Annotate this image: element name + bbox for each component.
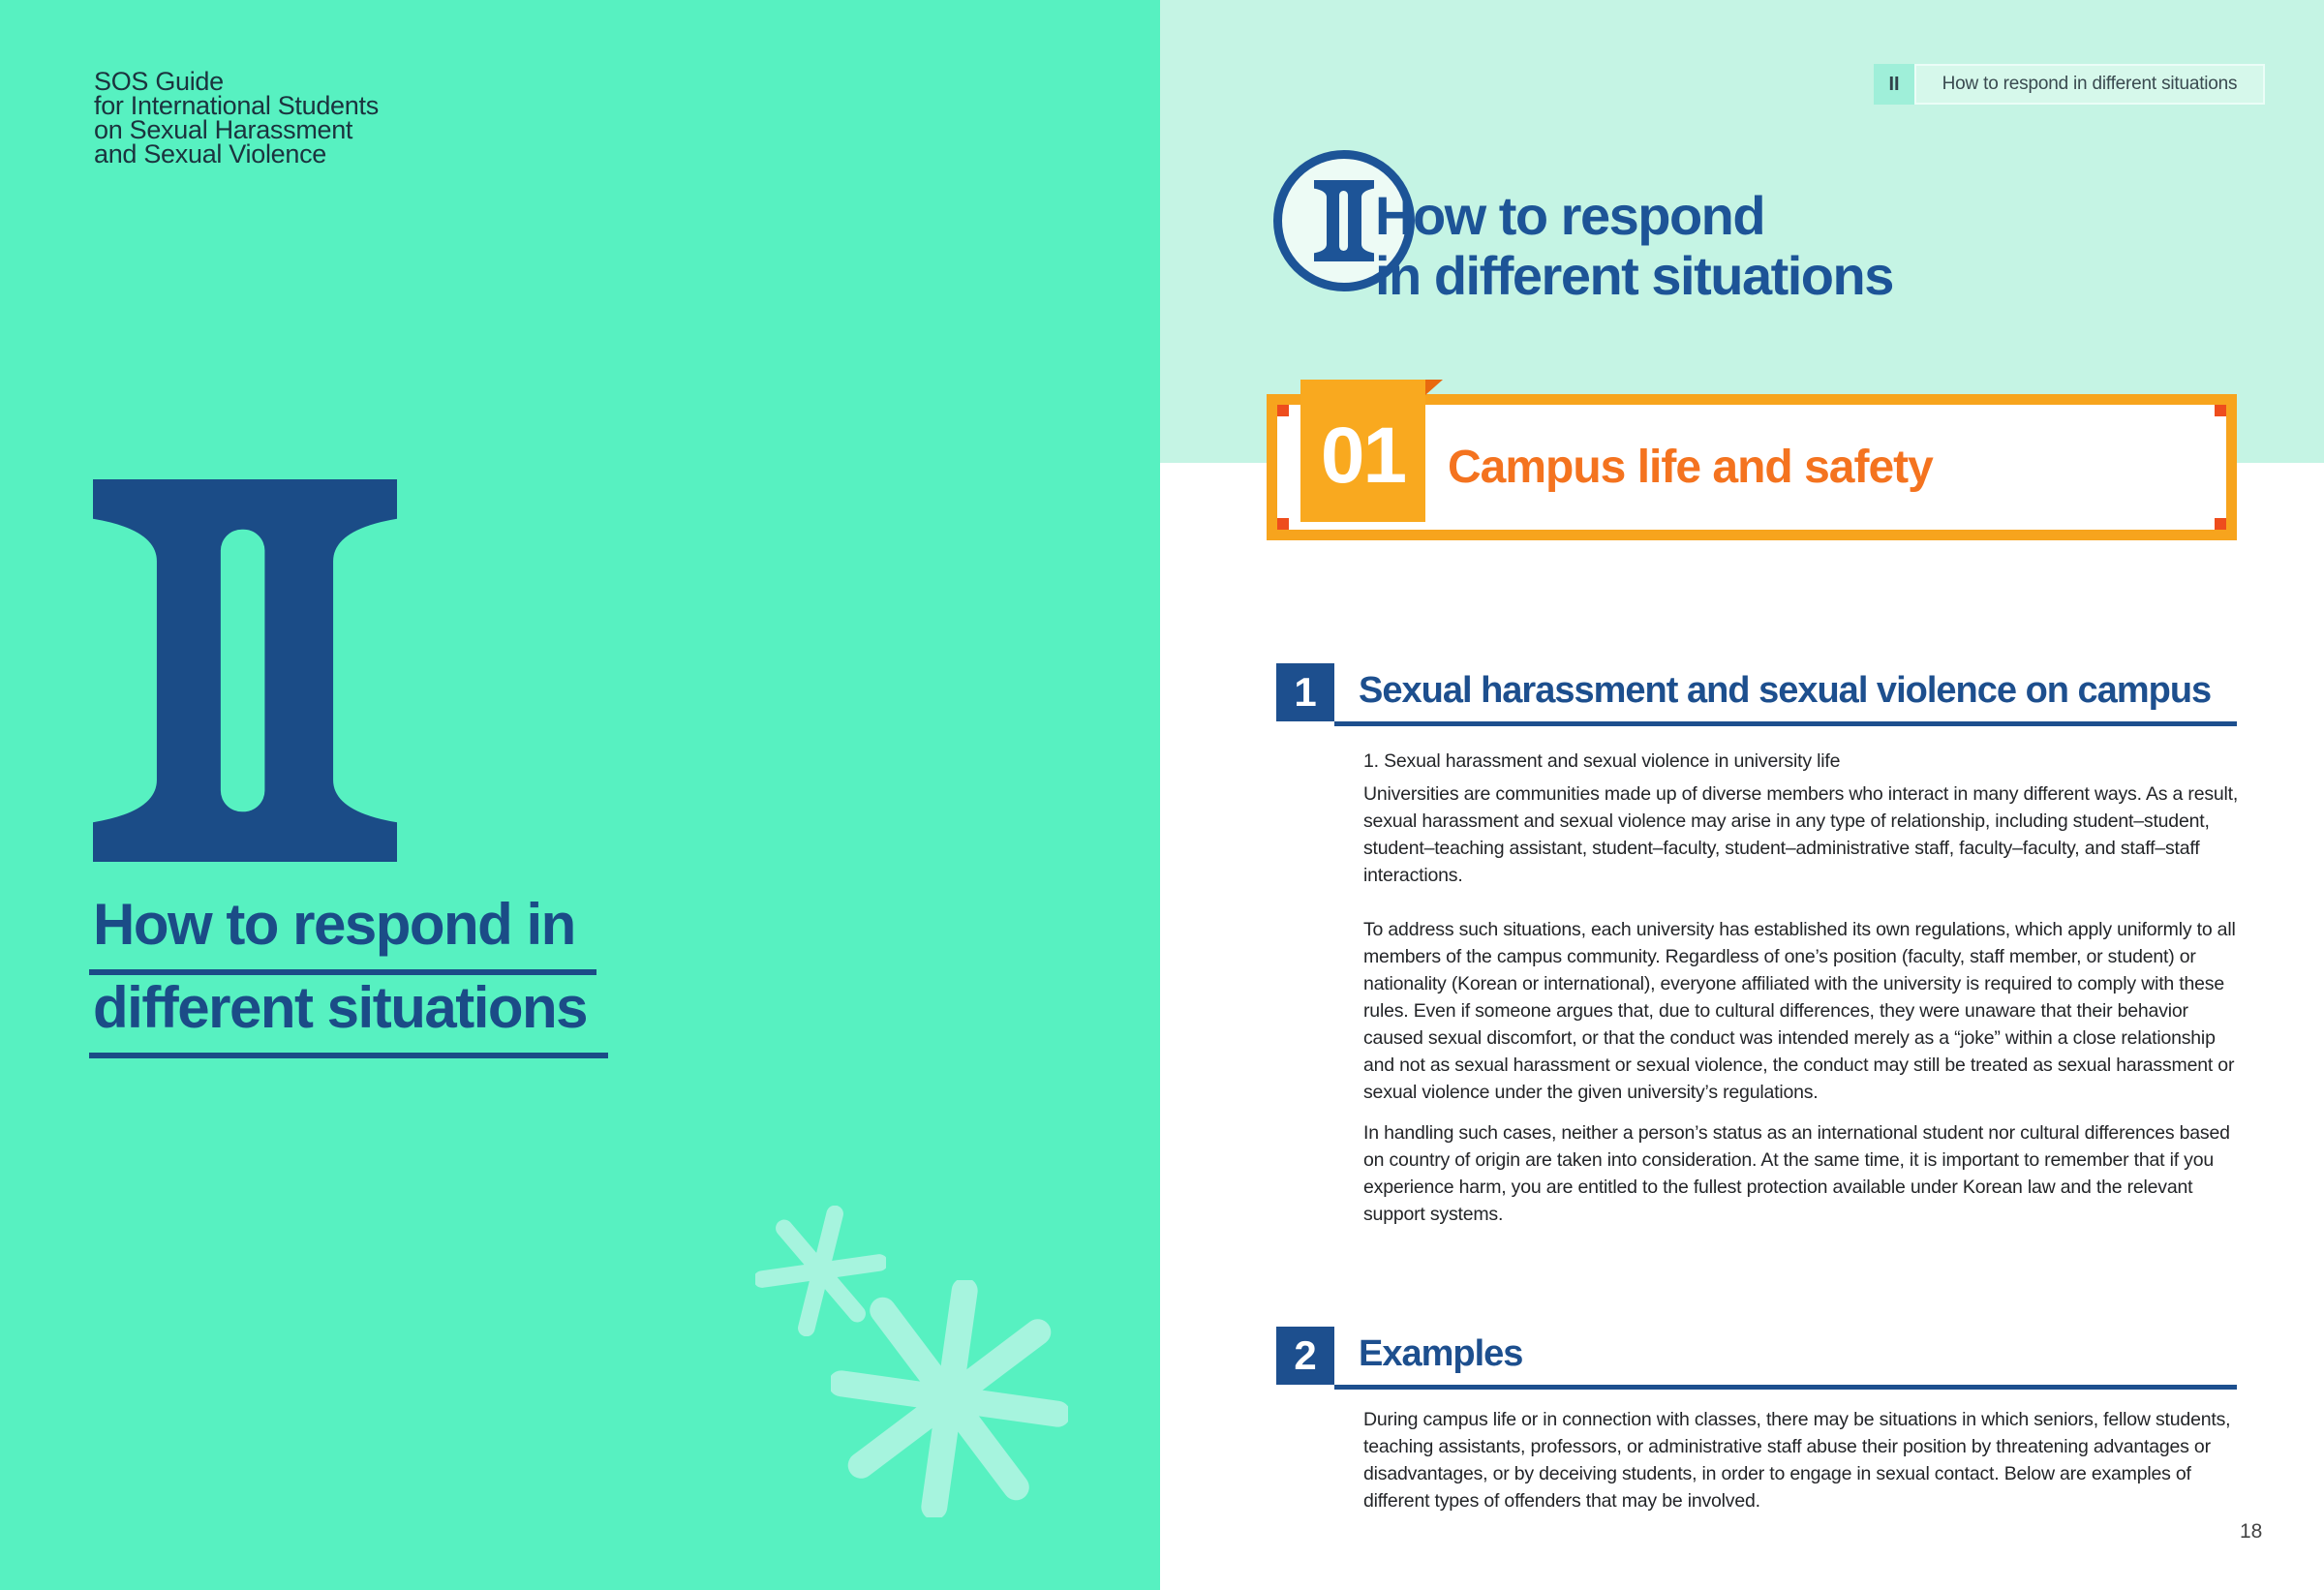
left-chapter-heading-line1: How to respond in bbox=[89, 891, 596, 975]
paragraph: In handling such cases, neither a person’s status as an international student nor cultural differences based on country of origin are taken into consideration. At the same time, it is important to remember that if you experience harm, you are entitled to the fullest protection available under Korean law and the relevant support systems. bbox=[1363, 1122, 2230, 1225]
guide-title-line: on Sexual Harassment bbox=[94, 115, 353, 144]
corner-mark-icon bbox=[1277, 518, 1289, 530]
section-number: 2 bbox=[1294, 1332, 1317, 1378]
guide-title-line: for International Students bbox=[94, 91, 379, 120]
section-rule bbox=[1334, 721, 2237, 726]
section-heading: Sexual harassment and sexual violence on campus bbox=[1359, 670, 2212, 711]
left-chapter-heading-line2: different situations bbox=[89, 974, 608, 1058]
paragraph: Universities are communities made up of diverse members who interact in many different ways. As a result, sexual harassment and sexual violence may arise in any type of relationship, including student–student, student–teaching assistant, student–faculty, student–administrative staff, faculty–faculty, and staff–staff interactions. bbox=[1363, 783, 2239, 886]
left-page bbox=[0, 0, 1160, 1590]
asterisk-large-icon bbox=[831, 1280, 1068, 1517]
corner-mark-icon bbox=[1277, 405, 1289, 416]
banner-title: Campus life and safety bbox=[1448, 442, 1933, 493]
section-number-badge bbox=[1276, 663, 1334, 721]
section-rule bbox=[1334, 1385, 2237, 1390]
chapter-title bbox=[1375, 186, 1893, 306]
section-subheading: 1. Sexual harassment and sexual violence in university life bbox=[1363, 750, 1841, 772]
guide-title bbox=[94, 67, 379, 168]
right-page bbox=[1160, 0, 2324, 1590]
roman-numeral-ii-icon bbox=[1314, 180, 1374, 261]
running-head-tab bbox=[1874, 64, 2265, 105]
section-number: 1 bbox=[1294, 669, 1317, 715]
banner-number-tab bbox=[1300, 380, 1425, 522]
paragraph: During campus life or in connection with classes, there may be situations in which seniors, fellow students, teaching assistants, professors, or administrative staff abuse their position by threatening advantages or disadvantages, or by deceiving students, in order to engage in sexual contact. Below are examples of different types of offenders that may be involved. bbox=[1363, 1409, 2231, 1512]
roman-numeral-ii-icon bbox=[93, 479, 397, 862]
section-heading: Examples bbox=[1359, 1333, 1523, 1374]
guide-title-line: SOS Guide bbox=[94, 67, 224, 96]
paragraph: To address such situations, each university has established its own regulations, which apply uniformly to all members of the campus community. Regardless of one’s position (faculty, staff member, or student) or nationality (Korean or international), everyone affiliated with the university is required to comply with these rules. Even if someone argues that, due to cultural differences, they were unaware that their behavior caused sexual discomfort, or that the conduct was intended merely as a “joke” within a close relationship and not as sexual harassment or sexual violence, the conduct may still be treated as sexual harassment or sexual violence under the given university’s regulations. bbox=[1363, 919, 2236, 1103]
corner-mark-icon bbox=[2215, 518, 2226, 530]
section-number-badge bbox=[1276, 1327, 1334, 1385]
running-head-numeral: II bbox=[1874, 64, 1914, 105]
fold-corner-icon bbox=[1425, 380, 1443, 395]
chapter-title-line2: in different situations bbox=[1375, 245, 1893, 306]
running-head-label: How to respond in different situations bbox=[1914, 64, 2265, 105]
banner-number: 01 bbox=[1320, 411, 1406, 500]
section-banner bbox=[1267, 394, 2237, 540]
corner-mark-icon bbox=[2215, 405, 2226, 416]
guide-title-line: and Sexual Violence bbox=[94, 139, 326, 168]
chapter-title-line1: How to respond bbox=[1375, 185, 1765, 246]
page-number: 18 bbox=[2240, 1520, 2263, 1543]
